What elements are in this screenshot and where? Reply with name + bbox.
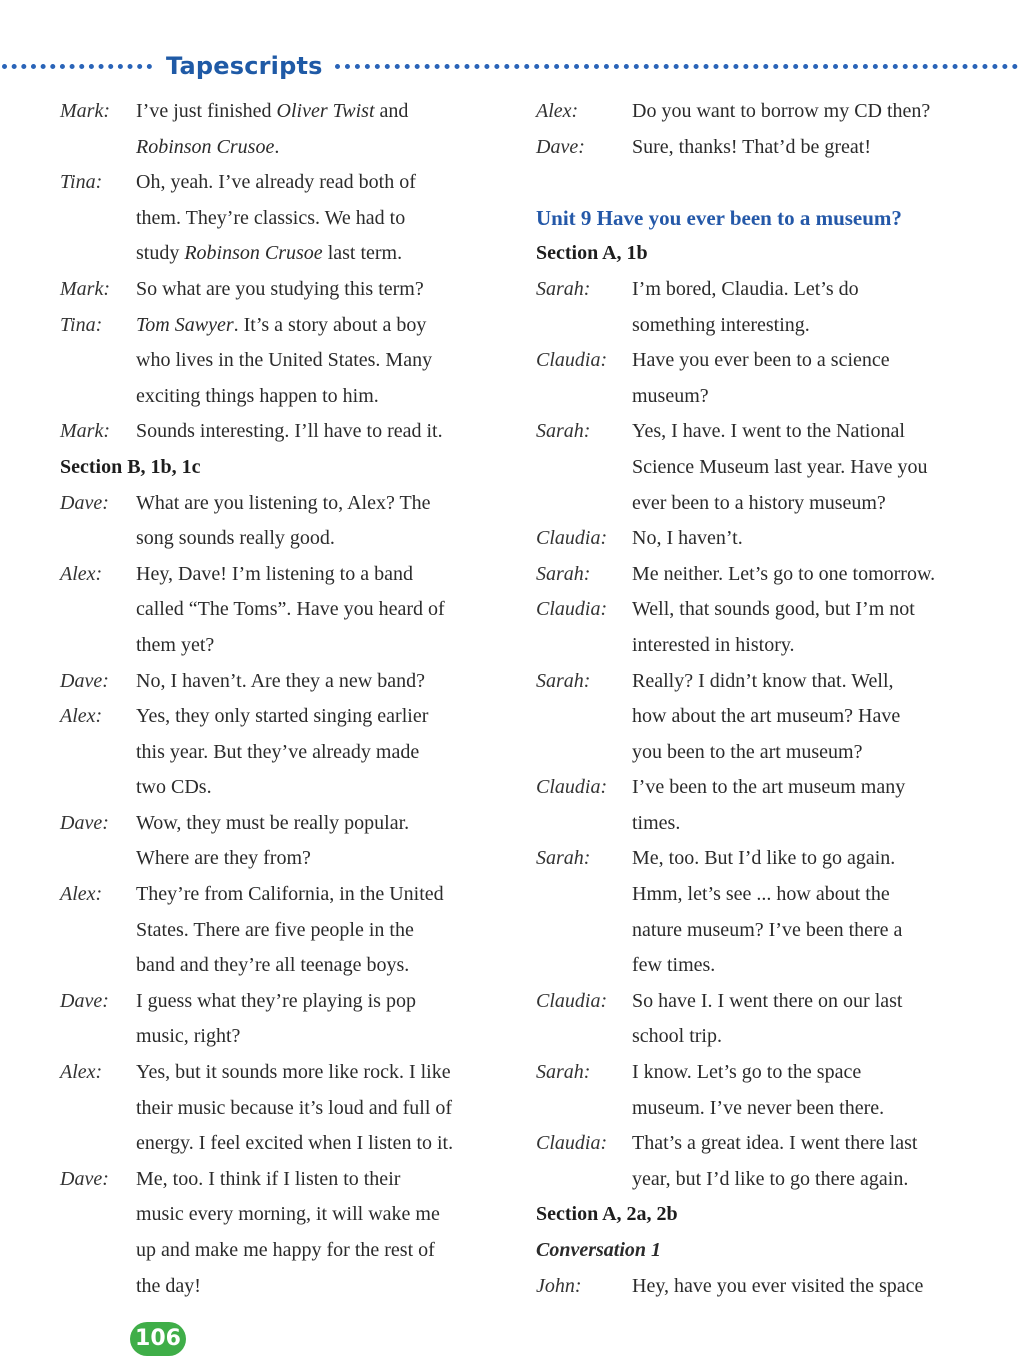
dialogue-line (536, 877, 996, 913)
dialogue-text: them yet? (136, 633, 215, 656)
dialogue-line (536, 486, 996, 522)
dialogue-text: Really? I didn’t know that. Well, (632, 669, 894, 692)
dialogue-line (536, 1269, 996, 1305)
speaker-name: Claudia: (536, 776, 608, 799)
section-heading (60, 450, 510, 486)
dialogue-line (536, 94, 996, 130)
dialogue-line (536, 806, 996, 842)
dialogue-line (60, 806, 510, 842)
dialogue-text: called “The Toms”. Have you heard of (136, 598, 445, 621)
book-title: Tom Sawyer (136, 313, 234, 336)
dialogue-line (60, 379, 510, 415)
dialogue-text: them. They’re classics. We had to (136, 206, 406, 229)
dialogue-line (60, 201, 510, 237)
dialogue-text: this year. But they’ve already made (136, 740, 420, 763)
dialogue-text: the day! (136, 1274, 201, 1297)
dialogue-text: Yes, I have. I went to the National (632, 420, 905, 443)
dialogue-text: Science Museum last year. Have you (632, 455, 928, 478)
speaker-name: Alex: (60, 1061, 103, 1084)
dialogue-text: Well, that sounds good, but I’m not (632, 598, 915, 621)
dialogue-text: something interesting. (632, 313, 810, 336)
dialogue-line (536, 450, 996, 486)
dialogue-text: That’s a great idea. I went there last (632, 1132, 918, 1155)
dialogue-text: I’m bored, Claudia. Let’s do (632, 277, 859, 300)
dialogue-line (60, 272, 510, 308)
dialogue-text: Oh, yeah. I’ve already read both of (136, 171, 416, 194)
dialogue-line (536, 592, 996, 628)
dotted-rule-left (2, 64, 152, 69)
dialogue-text: their music because it’s loud and full of (136, 1096, 453, 1119)
dialogue-text: study Robinson Crusoe last term. (136, 242, 403, 265)
dialogue-line (60, 1233, 510, 1269)
speaker-name: John: (536, 1274, 582, 1297)
heading-text: Conversation 1 (536, 1239, 662, 1261)
page-header (0, 48, 1024, 84)
dialogue-text: museum? (632, 384, 709, 407)
dialogue-line (536, 1091, 996, 1127)
dialogue-line (536, 913, 996, 949)
dialogue-line (536, 521, 996, 557)
dialogue-line (536, 130, 996, 166)
dotted-rule-right (335, 64, 1018, 69)
dialogue-text: Wow, they must be really popular. (136, 811, 410, 834)
dialogue-text: They’re from California, in the United (136, 883, 444, 906)
speaker-name: Dave: (60, 989, 109, 1012)
dialogue-line (60, 308, 510, 344)
heading-text: Section B, 1b, 1c (60, 455, 201, 478)
dialogue-line (60, 592, 510, 628)
dialogue-text: States. There are five people in the (136, 918, 414, 941)
dialogue-line (60, 343, 510, 379)
dialogue-text: Yes, but it sounds more like rock. I like (136, 1061, 451, 1084)
dialogue-line (60, 699, 510, 735)
dialogue-line (60, 1162, 510, 1198)
dialogue-text: Sounds interesting. I’ll have to read it. (136, 420, 443, 443)
speaker-name: Alex: (60, 562, 103, 585)
dialogue-line (60, 984, 510, 1020)
dialogue-line (60, 628, 510, 664)
speaker-name: Alex: (60, 705, 103, 728)
dialogue-line (60, 236, 510, 272)
dialogue-line (60, 948, 510, 984)
heading-text: Unit 9 Have you ever been to a museum? (536, 205, 902, 230)
dialogue-text: So what are you studying this term? (136, 277, 424, 300)
dialogue-line (60, 735, 510, 771)
dialogue-text: band and they’re all teenage boys. (136, 954, 410, 977)
dialogue-line (536, 308, 996, 344)
dialogue-text: times. (632, 811, 681, 834)
dialogue-line (60, 130, 510, 166)
dialogue-text: two CDs. (136, 776, 212, 799)
book-title: Robinson Crusoe (136, 135, 275, 158)
dialogue-line (536, 557, 996, 593)
dialogue-text: Robinson Crusoe. (136, 135, 280, 158)
dialogue-text: Do you want to borrow my CD then? (632, 100, 931, 122)
dialogue-line (60, 557, 510, 593)
dialogue-text: I’ve been to the art museum many (632, 776, 906, 799)
speaker-name: Dave: (60, 1167, 109, 1190)
dialogue-text: nature museum? I’ve been there a (632, 918, 903, 941)
speaker-name: Claudia: (536, 598, 608, 621)
dialogue-text: up and make me happy for the rest of (136, 1239, 435, 1261)
dialogue-text: I’ve just finished Oliver Twist and (136, 100, 409, 122)
heading-text: Section A, 2a, 2b (536, 1203, 678, 1226)
book-title: Oliver Twist (276, 100, 375, 122)
blank-line (536, 165, 996, 201)
dialogue-text: Have you ever been to a science (632, 349, 890, 372)
dialogue-text: Hey, Dave! I’m listening to a band (136, 562, 413, 585)
book-title: Robinson Crusoe (184, 242, 323, 265)
dialogue-text: who lives in the United States. Many (136, 349, 433, 372)
dialogue-text: music every morning, it will wake me (136, 1203, 440, 1226)
section-heading (536, 1197, 996, 1233)
speaker-name: Claudia: (536, 527, 608, 550)
dialogue-line (60, 1055, 510, 1091)
dialogue-line (536, 735, 996, 771)
page-number-badge: 106 (130, 1322, 186, 1356)
dialogue-text: Sure, thanks! That’d be great! (632, 135, 871, 158)
dialogue-line (536, 841, 996, 877)
left-column (60, 94, 510, 1304)
speaker-name: Sarah: (536, 1061, 591, 1084)
dialogue-line (536, 1162, 996, 1198)
dialogue-text: Me, too. I think if I listen to their (136, 1167, 401, 1190)
dialogue-line (60, 94, 510, 130)
speaker-name: Mark: (60, 277, 110, 300)
dialogue-line (536, 628, 996, 664)
dialogue-text: ever been to a history museum? (632, 491, 886, 514)
dialogue-text: you been to the art museum? (632, 740, 863, 763)
dialogue-text: Me, too. But I’d like to go again. (632, 847, 896, 870)
dialogue-text: Where are they from? (136, 847, 311, 870)
unit-heading (536, 201, 996, 237)
speaker-name: Dave: (60, 491, 109, 514)
dialogue-line (536, 664, 996, 700)
dialogue-line (536, 272, 996, 308)
right-column (536, 94, 996, 1304)
dialogue-line (536, 1055, 996, 1091)
dialogue-line (60, 1019, 510, 1055)
dialogue-text: interested in history. (632, 633, 795, 656)
dialogue-line (536, 414, 996, 450)
dialogue-line (536, 699, 996, 735)
dialogue-text: So have I. I went there on our last (632, 989, 903, 1012)
dialogue-text: Hey, have you ever visited the space (632, 1274, 924, 1297)
dialogue-text: I know. Let’s go to the space (632, 1061, 862, 1084)
header-title: Tapescripts (166, 52, 323, 80)
dialogue-line (536, 984, 996, 1020)
dialogue-line (60, 664, 510, 700)
dialogue-text: museum. I’ve never been there. (632, 1096, 885, 1119)
speaker-name: Dave: (60, 669, 109, 692)
speaker-name: Sarah: (536, 669, 591, 692)
conversation-heading (536, 1233, 996, 1269)
dialogue-text: year, but I’d like to go there again. (632, 1167, 909, 1190)
dialogue-line (536, 948, 996, 984)
dialogue-text: I guess what they’re playing is pop (136, 989, 416, 1012)
dialogue-text: No, I haven’t. Are they a new band? (136, 669, 425, 692)
speaker-name: Sarah: (536, 277, 591, 300)
dialogue-line (60, 521, 510, 557)
speaker-name: Sarah: (536, 562, 591, 585)
dialogue-line (60, 913, 510, 949)
dialogue-text: Tom Sawyer. It’s a story about a boy (136, 313, 427, 336)
dialogue-text: exciting things happen to him. (136, 384, 379, 407)
dialogue-line (60, 414, 510, 450)
heading-text: Section A, 1b (536, 242, 648, 265)
dialogue-line (536, 379, 996, 415)
speaker-name: Claudia: (536, 349, 608, 372)
speaker-name: Tina: (60, 313, 103, 336)
dialogue-text: song sounds really good. (136, 527, 335, 550)
dialogue-line (60, 486, 510, 522)
speaker-name: Sarah: (536, 847, 591, 870)
dialogue-text: Yes, they only started singing earlier (136, 705, 429, 728)
dialogue-line (60, 877, 510, 913)
section-heading (536, 236, 996, 272)
dialogue-line (60, 1269, 510, 1305)
dialogue-text: energy. I feel excited when I listen to it. (136, 1132, 454, 1155)
dialogue-line (536, 770, 996, 806)
speaker-name: Claudia: (536, 989, 608, 1012)
dialogue-text: few times. (632, 954, 716, 977)
dialogue-text: No, I haven’t. (632, 527, 743, 550)
dialogue-line (60, 770, 510, 806)
speaker-name: Alex: (60, 883, 103, 906)
speaker-name: Mark: (60, 420, 110, 443)
speaker-name: Sarah: (536, 420, 591, 443)
dialogue-text: how about the art museum? Have (632, 705, 901, 728)
dialogue-line (60, 165, 510, 201)
dialogue-line (536, 1126, 996, 1162)
dialogue-line (536, 343, 996, 379)
dialogue-line (60, 1126, 510, 1162)
dialogue-text: Hmm, let’s see ... how about the (632, 883, 890, 906)
speaker-name: Alex: (536, 100, 579, 122)
dialogue-line (60, 1091, 510, 1127)
dialogue-text: What are you listening to, Alex? The (136, 491, 431, 514)
speaker-name: Dave: (536, 135, 585, 158)
dialogue-text: Me neither. Let’s go to one tomorrow. (632, 562, 936, 585)
dialogue-line (536, 1019, 996, 1055)
speaker-name: Claudia: (536, 1132, 608, 1155)
dialogue-text: music, right? (136, 1025, 241, 1048)
dialogue-line (60, 1197, 510, 1233)
dialogue-text: school trip. (632, 1025, 722, 1048)
speaker-name: Dave: (60, 811, 109, 834)
speaker-name: Tina: (60, 171, 103, 194)
dialogue-line (60, 841, 510, 877)
speaker-name: Mark: (60, 100, 110, 122)
